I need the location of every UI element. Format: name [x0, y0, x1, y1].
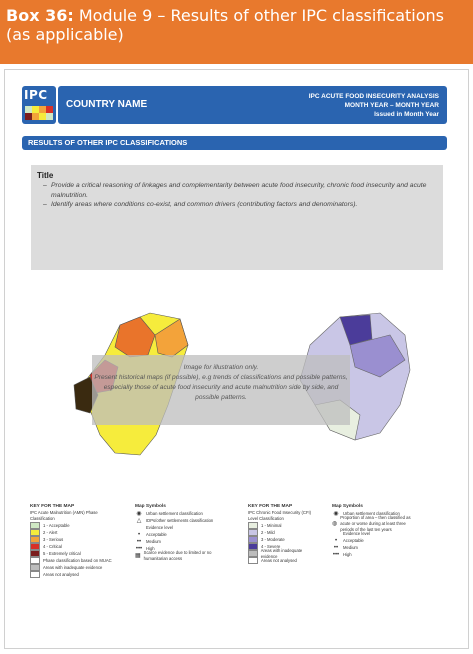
symbol-item-label: Medium — [343, 544, 358, 550]
ipc-logo — [22, 86, 56, 124]
title-rest: Module 9 – Results of other IPC classifications (as applicable) — [6, 6, 444, 44]
legend-item-label: 1 - Acceptable — [43, 522, 70, 528]
legend-item-label: 2 - Alert — [43, 529, 58, 535]
legend-item-label: Areas with inadequate evidence — [43, 564, 103, 570]
symbol-item-label: Proportion of area – then classified as acute or worse during at least three periods of the last ten years — [340, 514, 411, 532]
legend-item-label: Phase classification based on MUAC — [43, 557, 112, 563]
country-name: COUNTRY NAME — [66, 99, 148, 110]
content-bullet-2: – Identify areas where conditions co-exist, and common drivers (contributing factors and denominators). — [45, 200, 437, 210]
legend-right-head: KEY FOR THE MAP — [248, 504, 293, 509]
legend-item — [30, 571, 118, 578]
illustration-note-line1: Image for illustration only. — [183, 364, 259, 371]
symbol-item-label: Evidence level — [146, 524, 174, 530]
results-section-label: RESULTS OF OTHER IPC CLASSIFICATIONS — [28, 138, 188, 147]
page-title — [6, 6, 466, 44]
symbol-item — [135, 524, 215, 531]
symbol-item-label: Urban settlement classification — [146, 510, 203, 516]
analysis-line2: MONTH YEAR – MONTH YEAR — [344, 102, 439, 109]
symbol-item — [332, 514, 418, 532]
legend-item-label: 4 - Critical — [43, 543, 62, 549]
symbol-item-label: Scarce evidence due to limited or no humanitarian access — [143, 549, 212, 561]
content-box — [31, 165, 443, 270]
evidence-medium-icon: •• — [333, 544, 339, 551]
symbol-item-label: Acceptable — [343, 537, 364, 543]
scarce-evidence-icon: ▦ — [135, 552, 141, 559]
symbol-item — [332, 537, 418, 544]
symbol-item-label: Evidence level — [343, 530, 371, 536]
legend-item — [248, 522, 318, 529]
legend-map-symbols-right — [332, 504, 418, 558]
evidence-acceptable-icon: • — [334, 537, 338, 544]
legend-chronic-food-insecurity — [248, 504, 318, 564]
analysis-header — [309, 92, 439, 119]
symbol-item — [135, 517, 215, 524]
evidence-high-icon: ••• — [332, 551, 340, 558]
legend-item — [248, 547, 318, 559]
legend-item-label: 3 - Moderate — [261, 536, 285, 542]
results-section-bar — [22, 136, 447, 150]
evidence-medium-icon: •• — [136, 538, 142, 545]
legend-item-label: Areas not analysed — [261, 557, 297, 563]
symbol-item-label: IDPs/other settlements classification — [146, 517, 214, 523]
legend-item — [30, 536, 118, 543]
symbol-item — [332, 544, 418, 551]
symbol-item — [135, 510, 215, 517]
legend-item — [30, 564, 118, 571]
legend-item-label: 1 - Minimal — [261, 522, 282, 528]
symbol-item — [135, 531, 215, 538]
country-bar — [58, 86, 447, 124]
logo-text: IPC — [24, 88, 48, 102]
symbol-item-label: Acceptable — [146, 531, 167, 537]
symbol-item-label: High — [146, 545, 155, 551]
legend-item — [30, 522, 118, 529]
evidence-high-icon: ••• — [135, 545, 143, 552]
symbols-left-head: Map Symbols — [135, 504, 166, 509]
symbol-item — [135, 549, 215, 561]
idp-settlement-icon: △ — [136, 517, 142, 524]
title-bold: Box 36: — [6, 6, 74, 25]
legend-item — [30, 550, 118, 557]
illustration-note — [92, 355, 350, 425]
legend-item-label: 5 - Extremely critical — [43, 550, 81, 556]
urban-settlement-icon: ◉ — [136, 510, 142, 517]
proportion-area-icon: ◍ — [332, 520, 338, 527]
legend-item — [248, 529, 318, 536]
symbol-item — [135, 538, 215, 545]
legend-item-label: Areas with inadequate evidence — [260, 547, 303, 559]
legend-left-sub: IPC Acute Malnutrition (AMN) Phase Classification — [30, 510, 98, 521]
symbol-item-label: Urban settlement classification — [343, 510, 400, 516]
content-title: Title — [37, 171, 54, 180]
symbols-right-head: Map Symbols — [332, 504, 363, 509]
analysis-line1: IPC ACUTE FOOD INSECURITY ANALYSIS — [308, 93, 439, 100]
legend-right-sub: IPC Chronic Food Insecurity (CFI) Level Classification — [248, 510, 312, 521]
urban-settlement-icon: ◉ — [333, 510, 339, 517]
legend-item — [30, 543, 118, 550]
symbol-item-label: Medium — [146, 538, 161, 544]
legend-item — [248, 536, 318, 543]
content-bullets — [35, 181, 443, 210]
legend-acute-malnutrition — [30, 504, 118, 578]
legend-left-head: KEY FOR THE MAP — [30, 504, 75, 509]
logo-swatches — [25, 106, 53, 120]
content-bullet-1: – Provide a critical reasoning of linkages and complementarity between acute food insecurity, chronic food insecurity and acute malnutrition. — [45, 181, 437, 200]
analysis-line3: Issued in Month Year — [374, 111, 439, 118]
symbol-item-label: High — [343, 551, 352, 557]
symbol-item — [332, 551, 418, 558]
legend-item-label: 2 - Mild — [261, 529, 275, 535]
legend-item-label: Areas not analysed — [43, 571, 79, 577]
legend-item-label: 4 - Severe — [261, 543, 281, 549]
legend-item — [30, 529, 118, 536]
illustration-note-line2: Present historical maps (if possible), e.g trends of classifications and possible patterns, especially those of acute food insecurity and acute malnutrition side by side, and possible patterns. — [94, 374, 348, 401]
legend-map-symbols-left — [135, 504, 215, 559]
legend-item — [30, 557, 118, 564]
evidence-acceptable-icon: • — [137, 531, 141, 538]
legend-item-label: 3 - Serious — [43, 536, 64, 542]
